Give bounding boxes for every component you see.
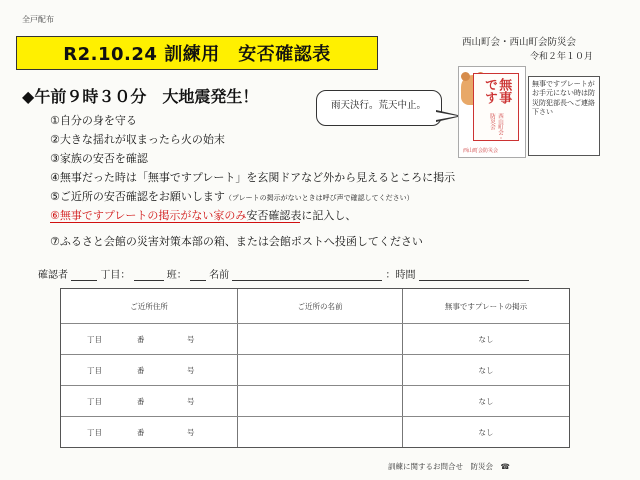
headline-text: 午前９時３０分 大地震発生！ (34, 87, 259, 106)
organization-name: 西山町会・西山町会防災会 (462, 37, 577, 48)
step-7: ⑦ふるさと会館の災害対策本部の箱、または会館ポストへ投函してください (50, 235, 423, 248)
step-6-highlight: ⑥無事ですプレートの掲示がない家のみ (50, 209, 247, 222)
row-status: なし (478, 365, 494, 375)
name-label: 名前 (209, 270, 230, 281)
row-address[interactable] (61, 355, 238, 385)
safety-check-table (60, 288, 570, 448)
row-status: なし (478, 334, 494, 344)
row-address[interactable] (61, 417, 238, 447)
row-name[interactable] (238, 417, 403, 447)
ban-cell: 番 (137, 365, 145, 375)
time-label: ：時間 (385, 270, 416, 281)
chome-cell: 丁目 (87, 365, 102, 375)
step-5-note: （プレートの掲示がないときは呼び声で確認してください） (224, 194, 414, 202)
han-field[interactable] (134, 269, 164, 281)
plate-foot-text: 西山町会防災会 (463, 148, 499, 154)
go-cell: 号 (187, 365, 195, 375)
step-1: ①自分の身を守る (50, 114, 137, 127)
step-6-underline (50, 222, 300, 223)
row-name[interactable] (238, 386, 403, 416)
row-status: なし (478, 427, 494, 437)
headline (22, 84, 258, 107)
page-title: R2.10.24 訓練用 安否確認表 (16, 36, 378, 70)
table-header-row (61, 289, 569, 323)
ban-cell: 番 (137, 334, 145, 344)
go-cell: 号 (187, 334, 195, 344)
chome-cell: 丁目 (87, 427, 102, 437)
safe-plate (473, 73, 519, 141)
step-5-text: ⑤ご近所の安否確認をお願いします (50, 190, 225, 203)
checker-label: 確認者 (38, 270, 68, 281)
header-address: ご近所住所 (61, 289, 238, 323)
table-row (61, 386, 569, 416)
step-5 (50, 188, 414, 204)
bear-ear-left (461, 72, 470, 81)
row-name[interactable] (238, 324, 403, 354)
row-address[interactable] (61, 324, 238, 354)
header-plate: 無事ですプレートの掲示 (444, 301, 528, 311)
han-label: 班： (166, 270, 187, 281)
step-3: ③家族の安否を確認 (50, 152, 148, 165)
go-cell: 号 (187, 396, 195, 406)
contact-footer: 訓練に関するお問合せ 防災会 ☎ (388, 462, 510, 471)
chome-cell: 丁目 (87, 334, 102, 344)
bubble-tail-inner (436, 112, 458, 120)
chome-label: 丁目： (100, 270, 131, 281)
chome-field[interactable] (71, 269, 97, 281)
header-name: ご近所の名前 (238, 289, 403, 323)
row-address[interactable] (61, 386, 238, 416)
table-row (61, 355, 569, 385)
row-name[interactable] (238, 355, 403, 385)
name-spacer (190, 269, 206, 281)
checker-line (38, 266, 558, 281)
issue-date: 令和２年１０月 (530, 52, 594, 62)
ban-cell: 番 (137, 396, 145, 406)
table-row (61, 417, 569, 447)
step-6 (50, 207, 356, 223)
plate-contact-note: 無事ですプレートがお手元にない時は防災防犯部長へご連絡下さい (528, 76, 600, 156)
table-row (61, 324, 569, 354)
plate-sub-text: 西山町会・防災会 (489, 112, 503, 140)
weather-note-bubble: 雨天決行。荒天中止。 (316, 90, 442, 126)
plate-main-text: 無事です (482, 78, 512, 104)
diamond-bullet-icon: ◆ (22, 87, 35, 106)
safe-plate-illustration (458, 66, 526, 158)
ban-cell: 番 (137, 427, 145, 437)
name-field[interactable] (232, 269, 382, 281)
row-status: なし (478, 396, 494, 406)
step-4: ④無事だった時は「無事ですプレート」を玄関ドアなど外から見えるところに掲示 (50, 171, 456, 184)
distribution-note: 全戸配布 (22, 15, 54, 24)
step-6-rest: 安否確認表に記入し、 (246, 209, 357, 222)
go-cell: 号 (187, 427, 195, 437)
chome-cell: 丁目 (87, 396, 102, 406)
step-2: ②大きな揺れが収まったら火の始末 (50, 133, 225, 146)
time-field[interactable] (419, 269, 529, 281)
